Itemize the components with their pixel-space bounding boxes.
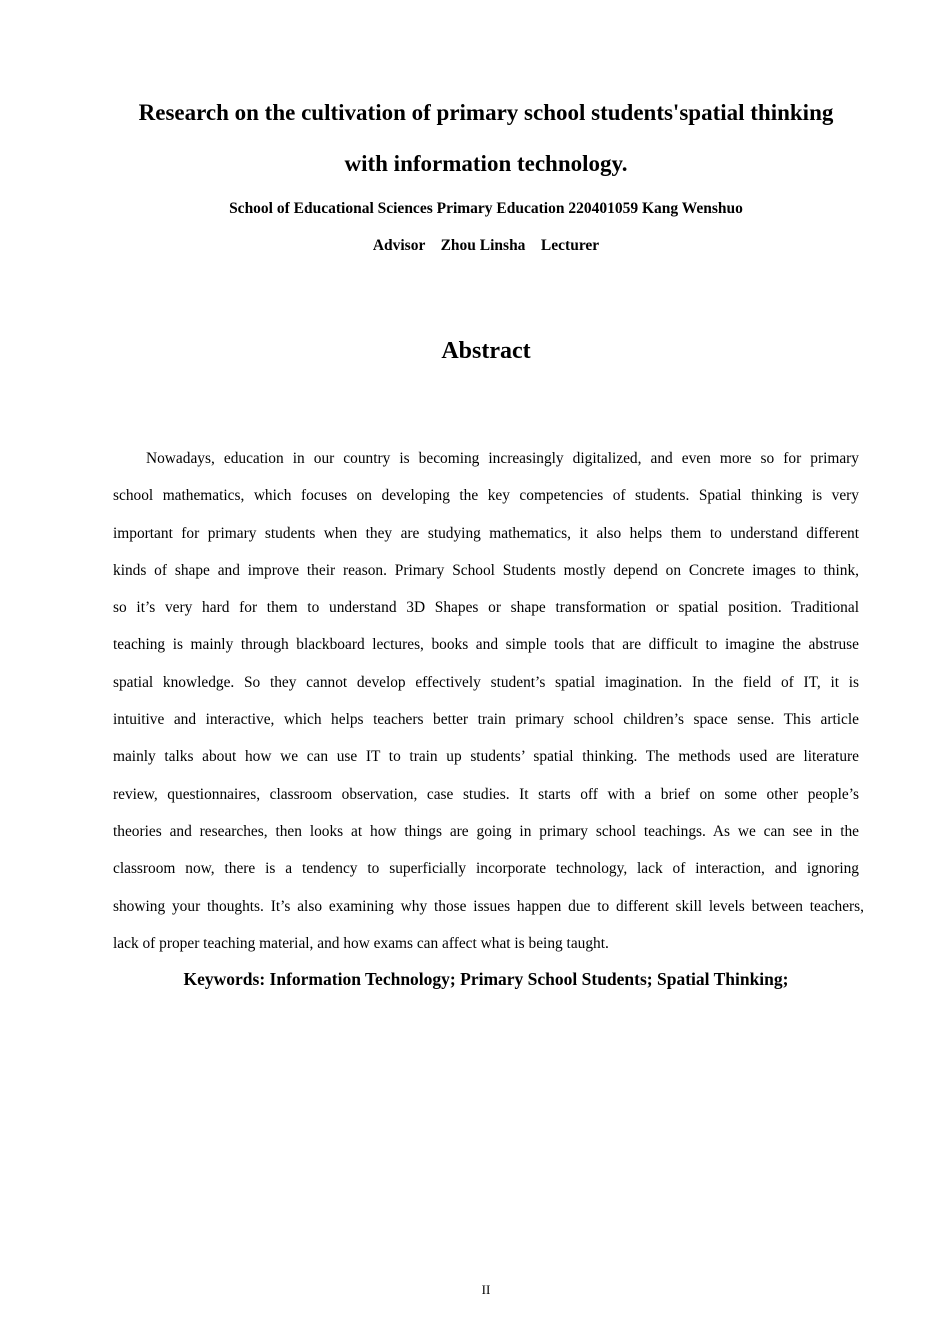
abstract-line: school mathematics, which focuses on developing the key competencies of students. Spatial thinking is very xyxy=(113,487,859,505)
advisor-line: Advisor Zhou Linsha Lecturer xyxy=(372,237,600,254)
abstract-line: spatial knowledge. So they cannot develop effectively student’s spatial imagination. In the field of IT, it is xyxy=(113,673,859,691)
paper-title-line-2: with information technology. xyxy=(344,151,628,176)
abstract-line: teaching is mainly through blackboard lectures, books and simple tools that are difficult to imagine the abstruse xyxy=(113,636,859,654)
paper-title-line-1: Research on the cultivation of primary school students'spatial thinking xyxy=(138,100,834,125)
author-affiliation: School of Educational Sciences Primary Education 220401059 Kang Wenshuo xyxy=(229,200,743,217)
abstract-line: Nowadays, education in our country is becoming increasingly digitalized, and even more so for primary xyxy=(146,450,859,467)
abstract-line: so it’s very hard for them to understand 3D Shapes or shape transformation or spatial position. Traditional xyxy=(113,599,859,617)
abstract-line: intuitive and interactive, which helps teachers better train primary school children’s space sense. This article xyxy=(113,711,859,729)
keywords-line: Keywords: Information Technology; Primary School Students; Spatial Thinking; xyxy=(183,969,789,989)
abstract-line: theories and researches, then looks at how things are going in primary school teachings. As we can see in the xyxy=(113,822,859,840)
abstract-line: review, questionnaires, classroom observation, case studies. It starts off with a brief on some other people’s xyxy=(113,785,859,803)
abstract-line: lack of proper teaching material, and how exams can affect what is being taught. xyxy=(113,934,609,952)
abstract-heading: Abstract xyxy=(441,338,531,364)
abstract-line: kinds of shape and improve their reason. Primary School Students mostly depend on Concrete images to think, xyxy=(113,561,859,579)
abstract-line: mainly talks about how we can use IT to train up students’ spatial thinking. The methods used are literature xyxy=(113,748,859,766)
abstract-line: important for primary students when they are studying mathematics, it also helps them to understand different xyxy=(113,524,859,542)
abstract-line: showing your thoughts. It’s also examining why those issues happen due to different skill levels between teachers, xyxy=(113,897,864,915)
page-number: II xyxy=(481,1282,491,1297)
abstract-body xyxy=(113,440,873,962)
abstract-line: classroom now, there is a tendency to superficially incorporate technology, lack of interaction, and ignoring xyxy=(113,860,859,878)
